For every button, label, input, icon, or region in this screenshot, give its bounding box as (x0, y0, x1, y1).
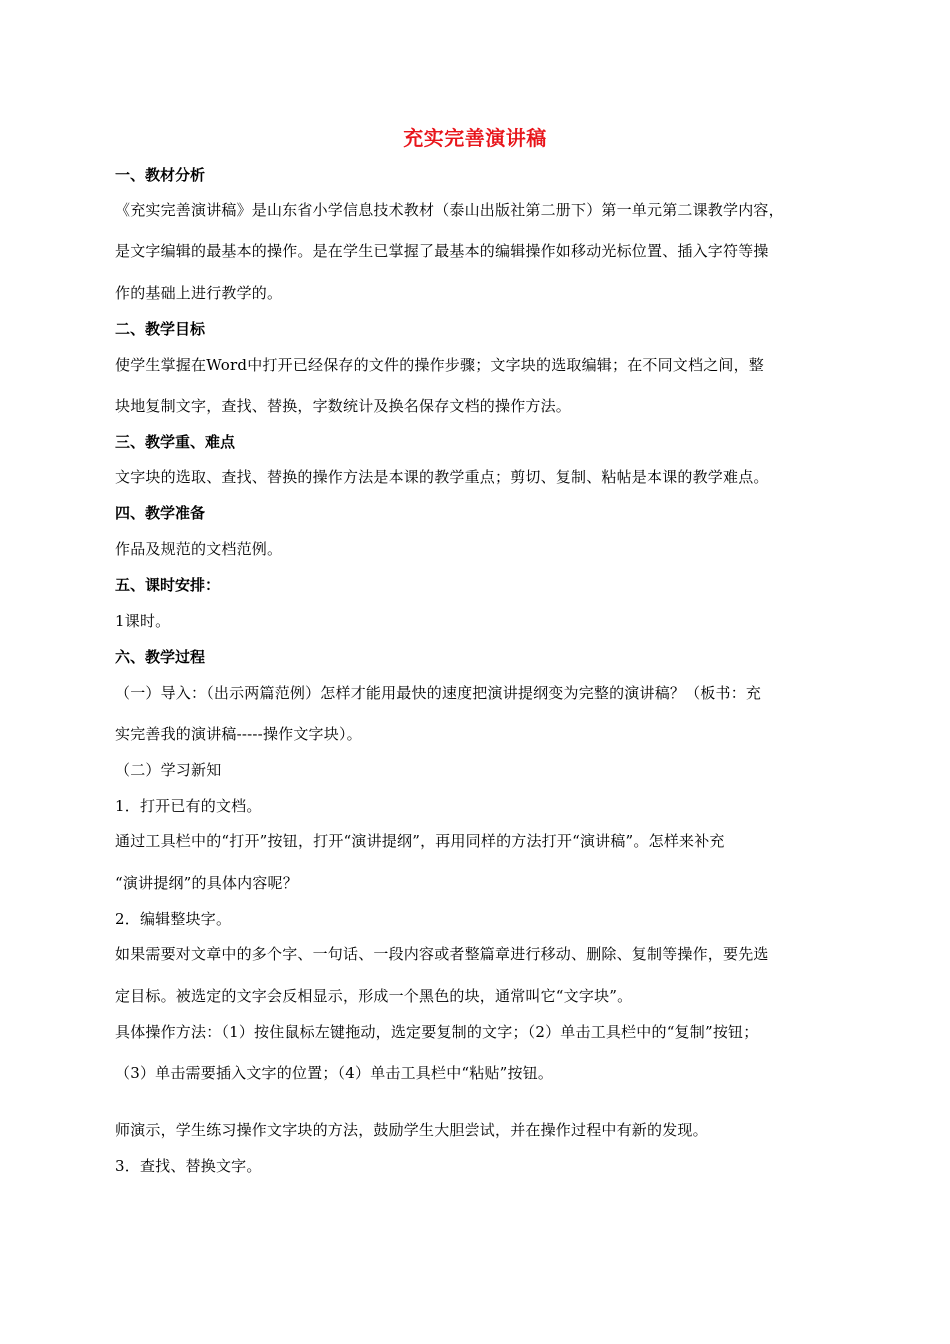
paragraph-line: 通过工具栏中的“打开”按钮，打开“演讲提纲”，再用同样的方法打开“演讲稿”。怎样来补充 (115, 832, 725, 850)
paragraph-line: 是文字编辑的最基本的操作。是在学生已掌握了最基本的编辑操作如移动光标位置、插入字符等操 (115, 242, 769, 260)
paragraph-line: 3．查找、替换文字。 (115, 1157, 262, 1175)
document-title: 充实完善演讲稿 (403, 126, 547, 150)
paragraph-line: 1．打开已有的文档。 (115, 797, 262, 815)
section-heading-3: 三、教学重、难点 (115, 433, 236, 451)
section-heading-6: 六、教学过程 (115, 648, 206, 666)
paragraph-line: 使学生掌握在Word中打开已经保存的文件的操作步骤；文字块的选取编辑；在不同文档之间，整 (115, 356, 765, 374)
paragraph-line: （二）学习新知 (115, 761, 222, 779)
section-heading-2: 二、教学目标 (115, 320, 206, 338)
paragraph-line: （一）导入：（出示两篇范例）怎样才能用最快的速度把演讲提纲变为完整的演讲稿？（板书：充 (115, 684, 762, 702)
paragraph-line: 2．编辑整块字。 (115, 910, 232, 928)
paragraph-line: 师演示，学生练习操作文字块的方法，鼓励学生大胆尝试，并在操作过程中有新的发现。 (115, 1121, 708, 1139)
paragraph-line: “演讲提纲”的具体内容呢？ (115, 874, 298, 892)
paragraph-line: 定目标。被选定的文字会反相显示，形成一个黑色的块，通常叫它“文字块”。 (115, 987, 633, 1005)
paragraph-line: 1课时。 (115, 612, 171, 630)
section-heading-1: 一、教材分析 (115, 166, 206, 184)
paragraph-line: 文字块的选取、查找、替换的操作方法是本课的教学重点；剪切、复制、粘帖是本课的教学难点。 (115, 468, 769, 486)
paragraph-line: 如果需要对文章中的多个字、一句话、一段内容或者整篇章进行移动、删除、复制等操作，要先选 (115, 945, 769, 963)
paragraph-line: 实完善我的演讲稿-----操作文字块）。 (115, 725, 362, 743)
paragraph-line: 《充实完善演讲稿》是山东省小学信息技术教材（泰山出版社第二册下）第一单元第二课教学内容， (115, 201, 784, 219)
section-heading-4: 四、教学准备 (115, 504, 206, 522)
paragraph-line: 块地复制文字，查找、替换，字数统计及换名保存文档的操作方法。 (115, 397, 572, 415)
paragraph-line: 具体操作方法：（1）按住鼠标左键拖动，选定要复制的文字；（2）单击工具栏中的“复制”按钮； (115, 1023, 759, 1041)
section-heading-5: 五、课时安排： (115, 576, 221, 594)
paragraph-line: （3）单击需要插入文字的位置；（4）单击工具栏中“粘贴”按钮。 (115, 1064, 554, 1082)
paragraph-line: 作的基础上进行教学的。 (115, 284, 283, 302)
paragraph-line: 作品及规范的文档范例。 (115, 540, 283, 558)
